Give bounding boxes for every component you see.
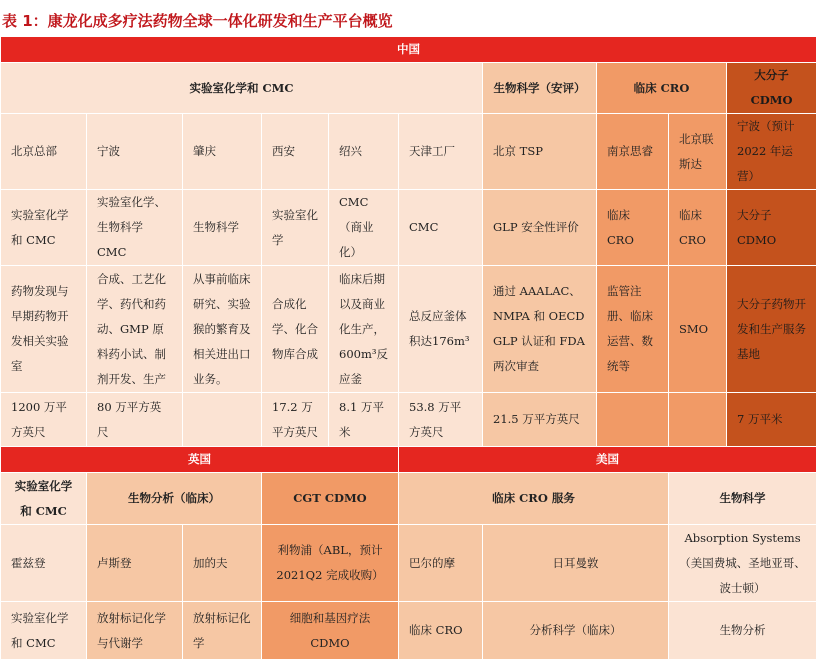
china-type-row bbox=[1, 190, 816, 266]
area-cell: 80 万平方英尺 bbox=[87, 393, 183, 447]
uk-us-section-row bbox=[1, 473, 816, 525]
type-cell: 实验室化学、生物科学 CMC bbox=[87, 190, 183, 266]
area-cell bbox=[183, 393, 262, 447]
location-cell: 日耳曼敦 bbox=[483, 525, 669, 602]
service-cell: 分析科学（临床） bbox=[483, 602, 669, 660]
uk-label: 英国 bbox=[1, 447, 399, 473]
area-cell bbox=[669, 393, 727, 447]
type-cell: 临床 CRO bbox=[597, 190, 669, 266]
section-biologics-cdmo: 大分子 CDMO bbox=[727, 63, 816, 114]
service-cell: 从事前临床研究、实验猴的繁育及相关进出口业务。 bbox=[183, 266, 262, 393]
service-cell: 生物分析 bbox=[669, 602, 816, 660]
service-cell: 合成化学、化合物库合成 bbox=[262, 266, 329, 393]
service-cell: 实验室化学和 CMC bbox=[1, 602, 87, 660]
uk-section-cgt-cdmo: CGT CDMO bbox=[262, 473, 399, 525]
location-cell: 霍兹登 bbox=[1, 525, 87, 602]
type-cell: 临床CRO bbox=[669, 190, 727, 266]
section-lab-chem-cmc: 实验室化学和 CMC bbox=[1, 63, 483, 114]
area-cell: 17.2 万平方英尺 bbox=[262, 393, 329, 447]
service-cell: 临床 CRO bbox=[399, 602, 483, 660]
area-cell: 1200 万平方英尺 bbox=[1, 393, 87, 447]
type-cell: CMC（商业化） bbox=[329, 190, 399, 266]
location-cell: 北京总部 bbox=[1, 114, 87, 190]
type-cell: 实验室化学和 CMC bbox=[1, 190, 87, 266]
china-label: 中国 bbox=[1, 37, 816, 63]
service-cell: 大分子药物开发和生产服务基地 bbox=[727, 266, 816, 393]
type-cell: 生物科学 bbox=[183, 190, 262, 266]
location-cell: 肇庆 bbox=[183, 114, 262, 190]
service-cell: 总反应釜体积达176m³ bbox=[399, 266, 483, 393]
service-cell: 药物发现与早期药物开发相关实验室 bbox=[1, 266, 87, 393]
service-cell: SMO bbox=[669, 266, 727, 393]
area-cell: 7 万平米 bbox=[727, 393, 816, 447]
section-bioscience: 生物科学（安评） bbox=[483, 63, 597, 114]
location-cell: Absorption Systems （美国费城、圣地亚哥、波士顿） bbox=[669, 525, 816, 602]
us-section-clinical-cro: 临床 CRO 服务 bbox=[399, 473, 669, 525]
service-cell: 合成、工艺化学、药代和药动、GMP 原料药小试、制剂开发、生产 bbox=[87, 266, 183, 393]
type-cell: 实验室化学 bbox=[262, 190, 329, 266]
service-cell: 临床后期以及商业化生产，600m³反应釜 bbox=[329, 266, 399, 393]
china-location-row bbox=[1, 114, 816, 190]
service-cell: 细胞和基因疗法CDMO bbox=[262, 602, 399, 660]
uk-section-bioanalysis: 生物分析（临床） bbox=[87, 473, 262, 525]
location-cell: 卢斯登 bbox=[87, 525, 183, 602]
service-cell: 放射标记化学 bbox=[183, 602, 262, 660]
location-cell: 绍兴 bbox=[329, 114, 399, 190]
table-title: 表 1：康龙化成多疗法药物全球一体化研发和生产平台概览 bbox=[2, 10, 393, 31]
location-cell: 巴尔的摩 bbox=[399, 525, 483, 602]
china-section-row bbox=[1, 63, 816, 114]
location-cell: 加的夫 bbox=[183, 525, 262, 602]
location-cell: 南京思睿 bbox=[597, 114, 669, 190]
area-cell: 8.1 万平米 bbox=[329, 393, 399, 447]
us-section-bioscience: 生物科学 bbox=[669, 473, 816, 525]
location-cell: 北京联斯达 bbox=[669, 114, 727, 190]
us-label: 美国 bbox=[399, 447, 816, 473]
location-cell: 利物浦（ABL，预计2021Q2 完成收购） bbox=[262, 525, 399, 602]
section-clinical-cro: 临床 CRO bbox=[597, 63, 727, 114]
china-service-row bbox=[1, 266, 816, 393]
china-area-row bbox=[1, 393, 816, 447]
area-cell: 21.5 万平方英尺 bbox=[483, 393, 597, 447]
overview-table bbox=[0, 36, 816, 660]
type-cell: CMC bbox=[399, 190, 483, 266]
location-cell: 天津工厂 bbox=[399, 114, 483, 190]
china-header-row bbox=[1, 37, 816, 63]
area-cell: 53.8 万平方英尺 bbox=[399, 393, 483, 447]
service-cell: 监管注册、临床运营、数统等 bbox=[597, 266, 669, 393]
uk-us-location-row bbox=[1, 525, 816, 602]
location-cell: 宁波（预计2022 年运营） bbox=[727, 114, 816, 190]
location-cell: 北京 TSP bbox=[483, 114, 597, 190]
uk-us-header-row bbox=[1, 447, 816, 473]
service-cell: 通过 AAALAC、NMPA 和 OECD GLP 认证和 FDA 两次审查 bbox=[483, 266, 597, 393]
service-cell: 放射标记化学与代谢学 bbox=[87, 602, 183, 660]
type-cell: GLP 安全性评价 bbox=[483, 190, 597, 266]
location-cell: 宁波 bbox=[87, 114, 183, 190]
area-cell bbox=[597, 393, 669, 447]
location-cell: 西安 bbox=[262, 114, 329, 190]
uk-section-lab-chem: 实验室化学和 CMC bbox=[1, 473, 87, 525]
uk-us-service-row bbox=[1, 602, 816, 660]
type-cell: 大分子 CDMO bbox=[727, 190, 816, 266]
